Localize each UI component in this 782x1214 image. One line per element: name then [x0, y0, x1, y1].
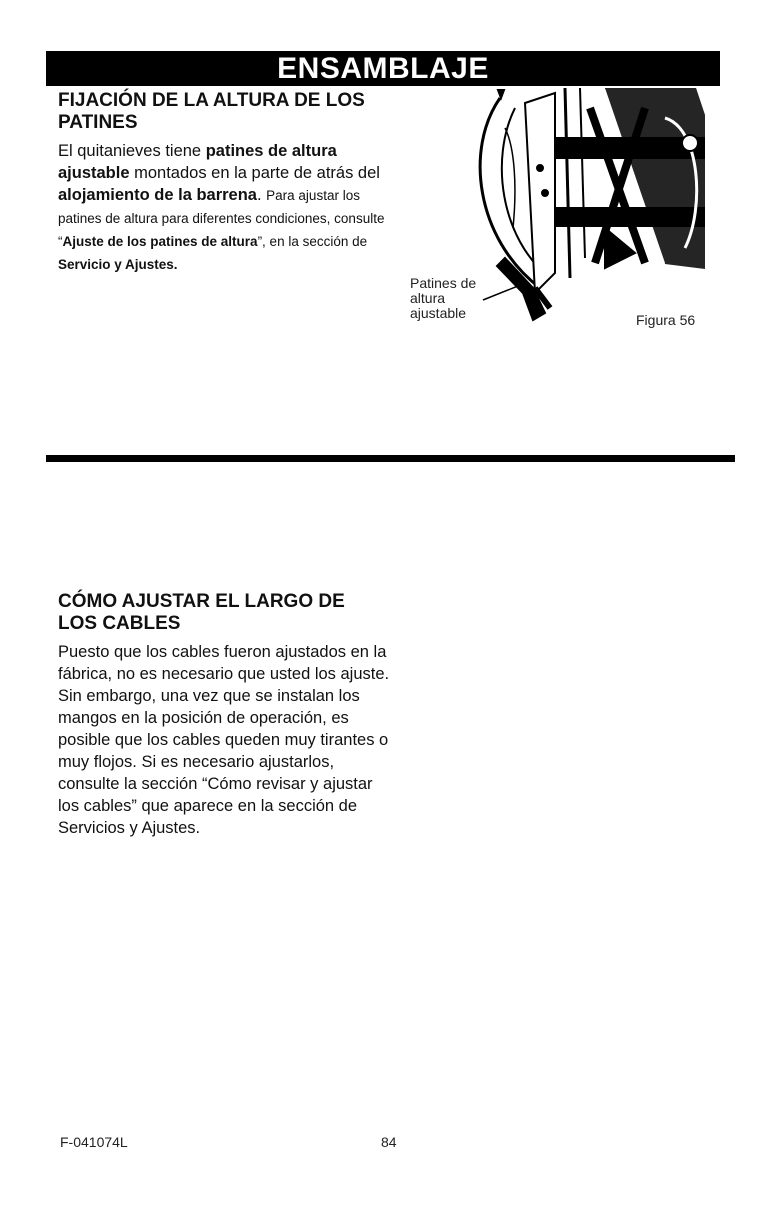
bold-run: patines de altura ajustable: [58, 142, 337, 182]
section-divider: [46, 455, 735, 462]
document-code: F-041074L: [60, 1134, 128, 1150]
small-run: ”, en la sección de: [257, 234, 368, 249]
figure-caption: Figura 56: [636, 312, 696, 328]
small-run: Para ajustar los patines de altura para diferentes condiciones, consulte “: [58, 188, 385, 249]
paragraph-cable-length: Puesto que los cables fueron ajustados en la fábrica, no es necesario que usted los ajuste. Sin embargo, una vez que se instalan los mangos en la posición de operación, es posible que los cables queden muy tirantes o muy flojos. Si es necesario ajustarlos, consulte la sección “Cómo revisar y ajustar los cables” que aparece en la sección de Servicios y Ajustes.: [58, 643, 390, 837]
callout-line: ajustable: [410, 305, 467, 321]
heading-line: LOS CABLES: [58, 613, 181, 634]
small-bold-run: Servicio y Ajustes.: [58, 257, 178, 272]
text-run: El quitanieves tiene: [58, 142, 206, 160]
figure-callout: [410, 276, 510, 321]
callout-line: altura: [410, 290, 446, 306]
small-bold-run: Ajuste de los patines de altura: [62, 234, 258, 249]
bold-run: alojamiento de la barrena: [58, 186, 257, 204]
page-number: 84: [381, 1134, 397, 1150]
heading-line: PATINES: [58, 112, 138, 133]
heading-line: FIJACIÓN DE LA ALTURA DE LOS: [58, 90, 365, 111]
section-banner: ENSAMBLAJE: [46, 51, 720, 86]
text-run: montados en la parte de atrás del: [129, 164, 380, 182]
heading-cable-length: [58, 591, 408, 635]
heading-skid-height: [58, 90, 408, 134]
callout-line: Patines de: [410, 275, 477, 291]
heading-line: CÓMO AJUSTAR EL LARGO DE: [58, 591, 345, 612]
text-run: .: [256, 186, 267, 204]
paragraph-skid-height: [58, 140, 398, 276]
